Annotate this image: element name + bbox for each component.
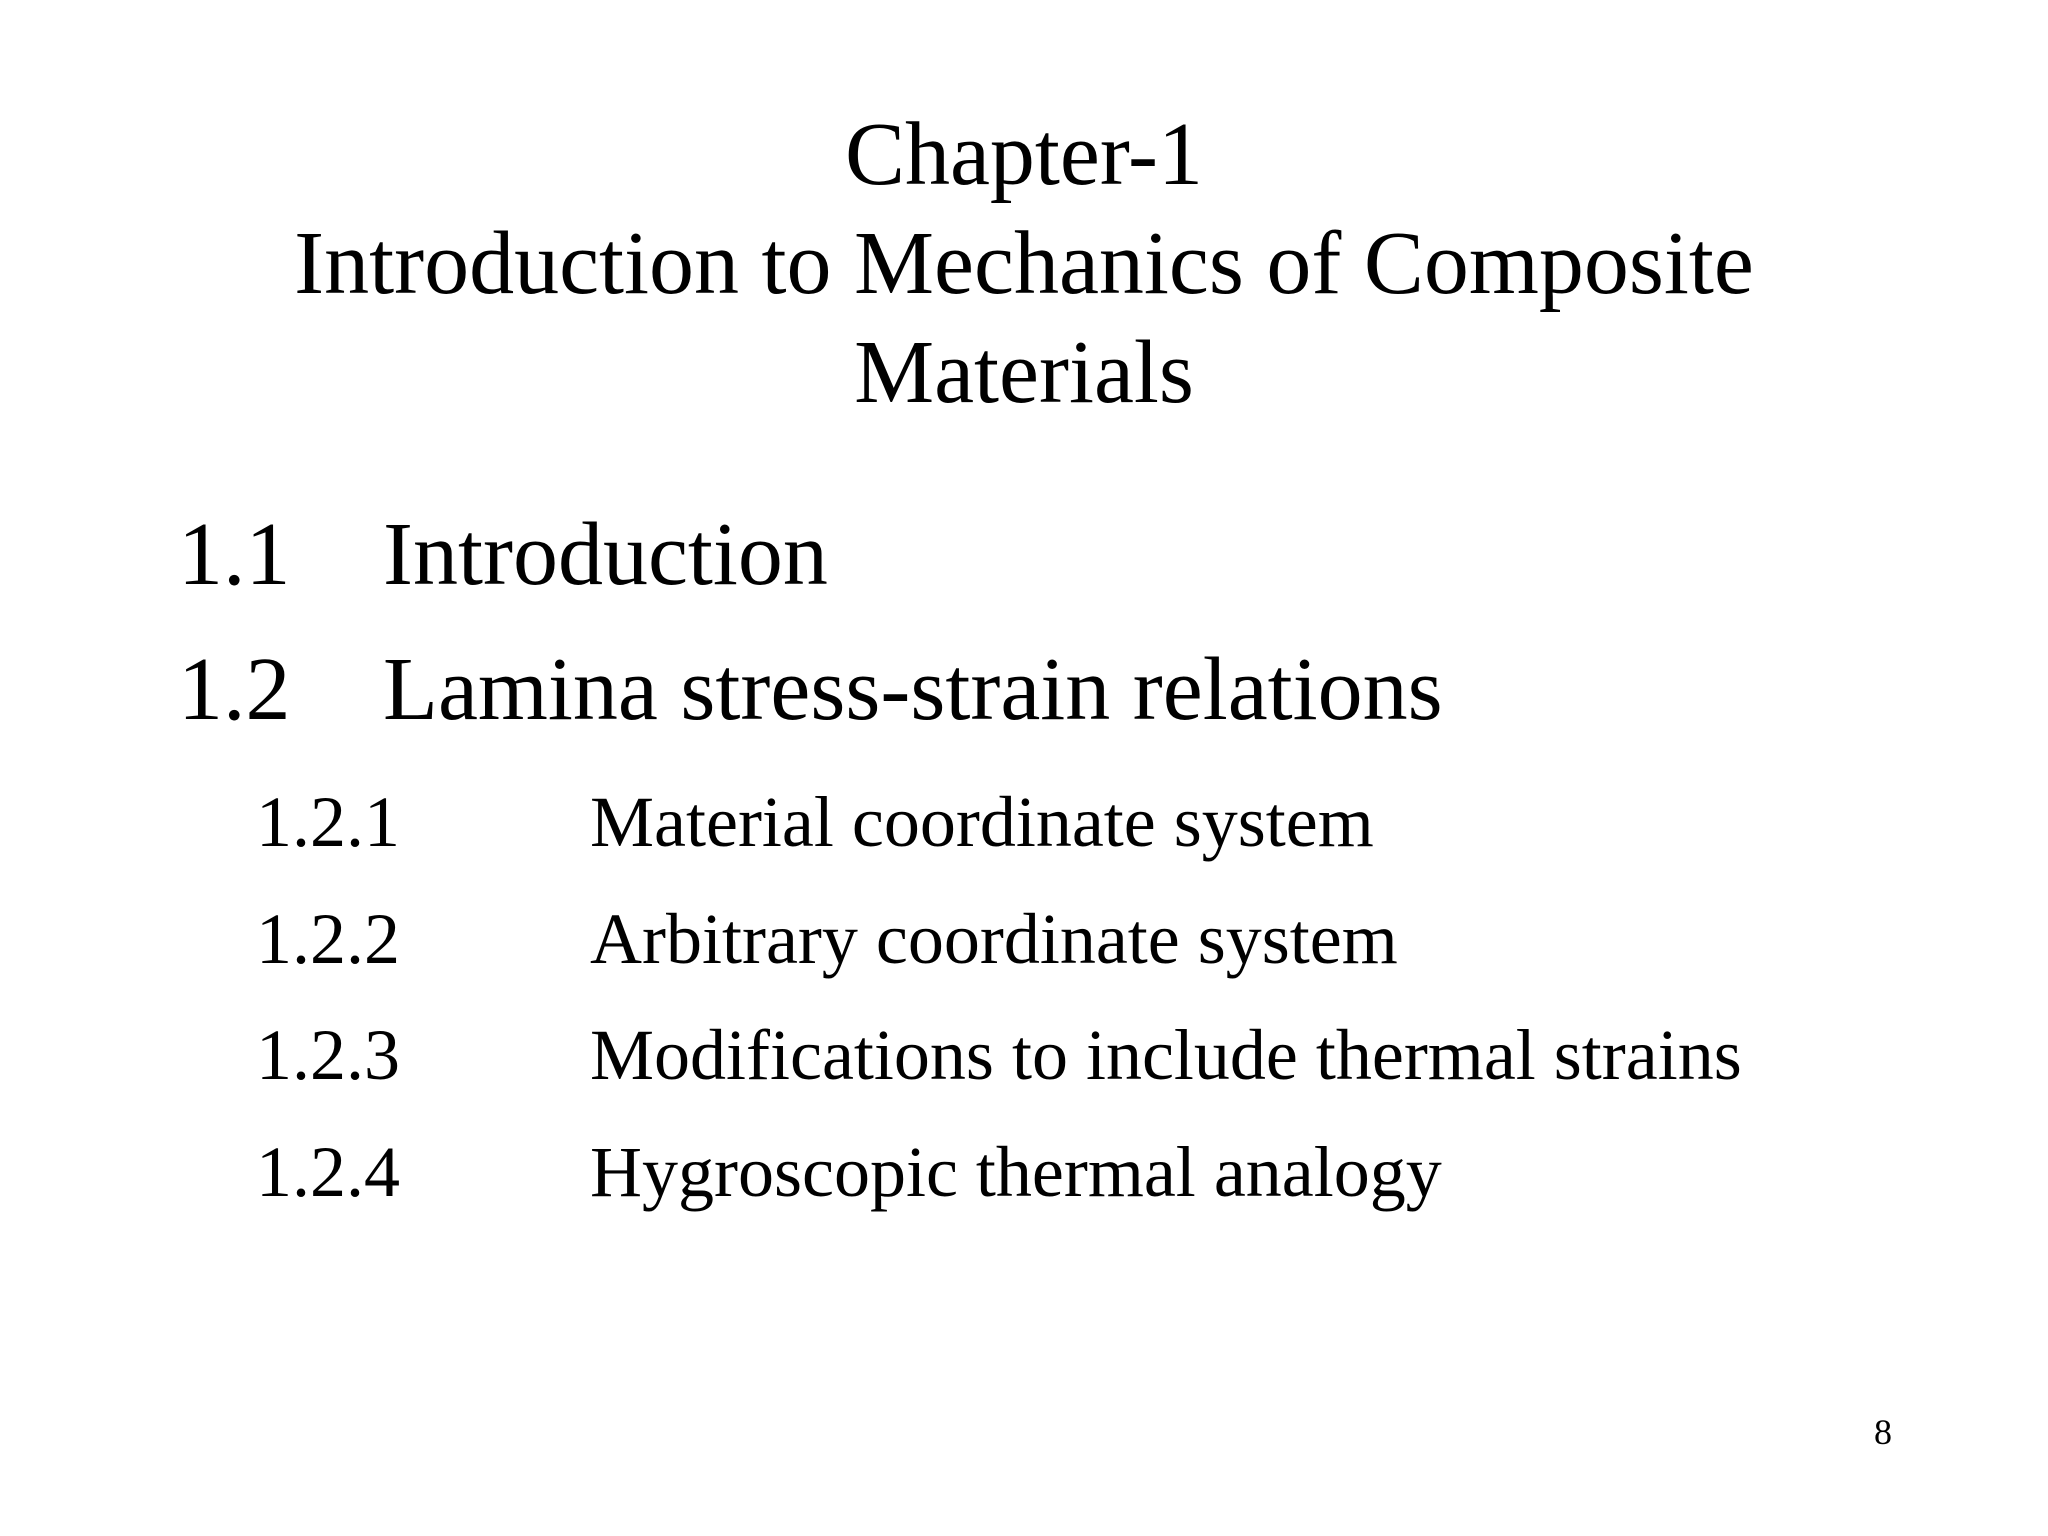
outline-subitem-label: Modifications to include thermal strains <box>590 1015 1742 1095</box>
page-number: 8 <box>1874 1412 1892 1452</box>
outline-subitem-label: Arbitrary coordinate system <box>590 899 1398 979</box>
slide-title <box>0 100 2048 427</box>
outline-subitem-label: Hygroscopic thermal analogy <box>590 1132 1442 1212</box>
outline-subitem-label: Material coordinate system <box>590 782 1374 862</box>
outline-subitem-number: 1.2.3 <box>256 1015 400 1095</box>
outline-item-label: Lamina stress-strain relations <box>383 640 1443 739</box>
outline-subitem-number: 1.2.4 <box>256 1132 400 1212</box>
title-line-3: Materials <box>854 323 1194 422</box>
outline-item-label: Introduction <box>383 505 828 604</box>
title-line-1: Chapter-1 <box>844 105 1204 204</box>
outline-item-number: 1.1 <box>178 505 291 604</box>
title-line-2: Introduction to Mechanics of Composite <box>294 214 1754 313</box>
outline-item-number: 1.2 <box>178 640 291 739</box>
outline-subitem-number: 1.2.2 <box>256 899 400 979</box>
outline-subitem-number: 1.2.1 <box>256 782 400 862</box>
